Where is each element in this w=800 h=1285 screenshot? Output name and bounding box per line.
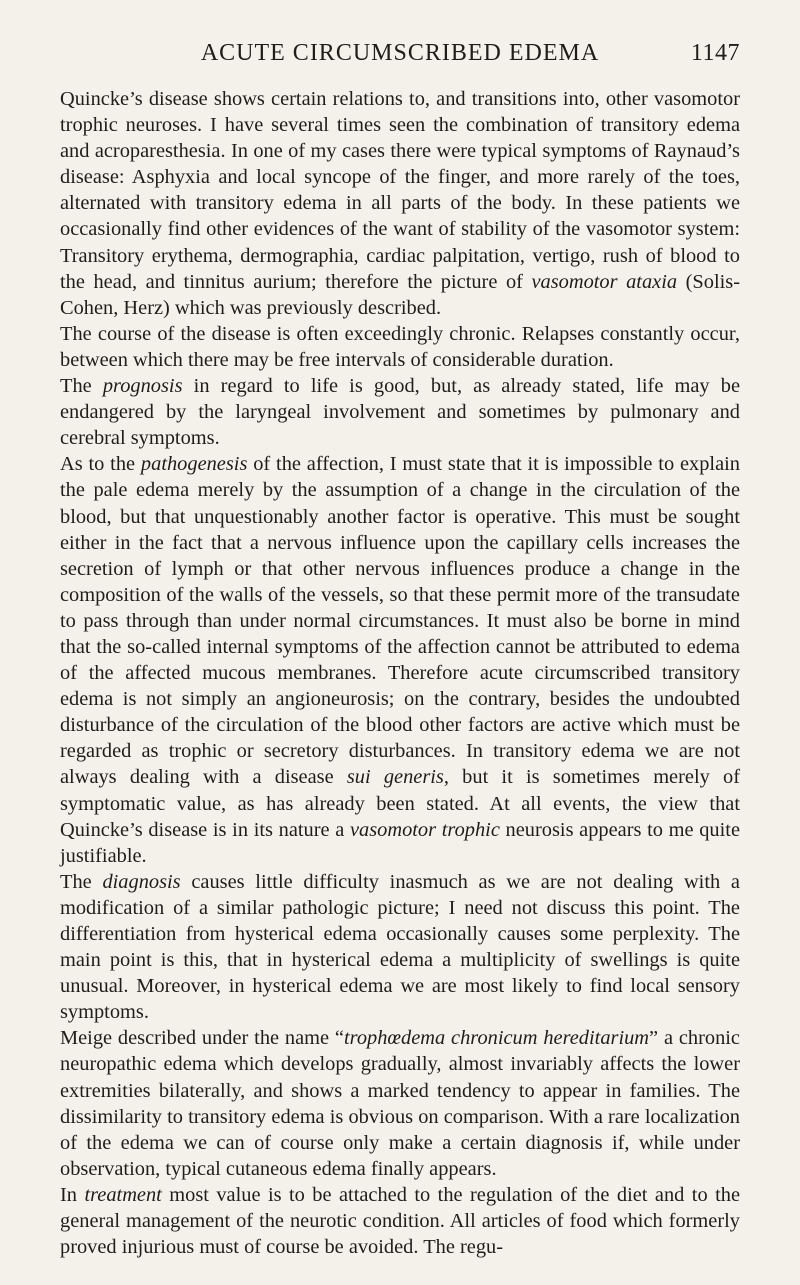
text-run: causes little difficulty inasmuch as we are not dealing with a modification of a similar pathologic picture; I need not discuss this point. The differentiation from hysterical edema occasionally causes some perplexity. The main point is this, that in hysterical edema a multiplicity of swellings is quite unusual. Moreover, in hysterical edema we are most likely to find local sensory symptoms.: [60, 870, 740, 1024]
running-header: [60, 40, 740, 76]
text-run: The course of the disease is often exceedingly chronic. Relapses constantly occur, between which there may be free intervals of considerable duration.: [60, 322, 740, 371]
paragraph: [60, 869, 740, 1026]
text-run: (Solis-Cohen, Herz) which was previously described.: [60, 270, 740, 319]
italic-run: pathogenesis: [140, 453, 248, 476]
italic-run: vasomotor trophic: [349, 818, 500, 841]
text-run: In: [60, 1183, 85, 1206]
italic-run: vasomotor ataxia: [531, 270, 678, 293]
text-run: As to the: [60, 453, 141, 476]
paragraph: [60, 86, 740, 321]
paragraph: [60, 321, 740, 373]
text-run: most value is to be attached to the regulation of the diet and to the general management of the neurotic condition. All articles of food which formerly proved injurious must of course be avoided. The regu-: [60, 1183, 740, 1259]
text-run: ” a chronic neuropathic edema which develops gradually, almost invariably affects the lower extremities bilaterally, and shows a marked tendency to appear in families. The dissimilarity to transitory edema is obvious on comparison. With a rare localization of the edema we can of course only make a certain diagnosis if, while under observation, typical cutaneous edema finally appears.: [60, 1027, 740, 1180]
italic-run: prognosis: [102, 375, 183, 398]
text-run: , but it is sometimes merely of symptomatic value, as has already been stated. At all events, the view that Quincke’s disease is in its nature a: [60, 766, 740, 841]
body-text: [60, 86, 740, 1260]
italic-run: trophœdema chronicum hereditarium: [343, 1027, 650, 1050]
page-number: 1147: [690, 40, 740, 66]
text-run: Meige described under the name “: [60, 1027, 344, 1050]
text-run: The: [60, 375, 103, 398]
text-run: Quincke’s disease shows certain relations to, and transitions into, other vasomotor trophic neuroses. I have several times seen the combination of transitory edema and acroparesthesia. In one of my cases there were typical symptoms of Raynaud’s disease: Asphyxia and local syncope of the finger, and more rarely of the toes, alternated with transitory edema in all parts of the body. In these patients we occasionally find other evidences of the want of stability of the vasomotor system: Transitory erythema, dermographia, cardiac palpitation, vertigo, rush of blood to the head, and tinnitus aurium; therefore the picture of: [60, 88, 740, 293]
text-run: in regard to life is good, but, as already stated, life may be endangered by the laryngeal involvement and sometimes by pulmonary and cerebral symptoms.: [60, 375, 740, 450]
text-run: The: [60, 870, 103, 893]
paragraph: [60, 1182, 740, 1260]
italic-run: sui generis: [346, 766, 444, 789]
paragraph: [60, 373, 740, 451]
italic-run: diagnosis: [102, 870, 181, 893]
text-run: neurosis appears to me quite justifiable.: [60, 818, 740, 867]
paragraph: [60, 451, 740, 869]
running-title: ACUTE CIRCUMSCRIBED EDEMA: [200, 40, 600, 66]
paragraph: [60, 1025, 740, 1182]
italic-run: treatment: [84, 1183, 162, 1206]
text-run: of the affection, I must state that it is impossible to explain the pale edema merely by the assumption of a change in the circulation of the blood, but that unquestionably another factor is operative. This must be sought either in the fact that a nervous influence upon the capillary cells increases the secretion of lymph or that other nervous influences produce a change in the composition of the walls of the vessels, so that these permit more of the transudate to pass through than under normal circumstances. It must also be borne in mind that the so-called internal symptoms of the affection cannot be attributed to edema of the affected mucous membranes. Therefore acute circumscribed transitory edema is not simply an angioneurosis; on the contrary, besides the undoubted disturbance of the circulation of the blood other factors are active which must be regarded as trophic or secretory disturbances. In transitory edema we are not always dealing with a disease: [60, 453, 740, 789]
